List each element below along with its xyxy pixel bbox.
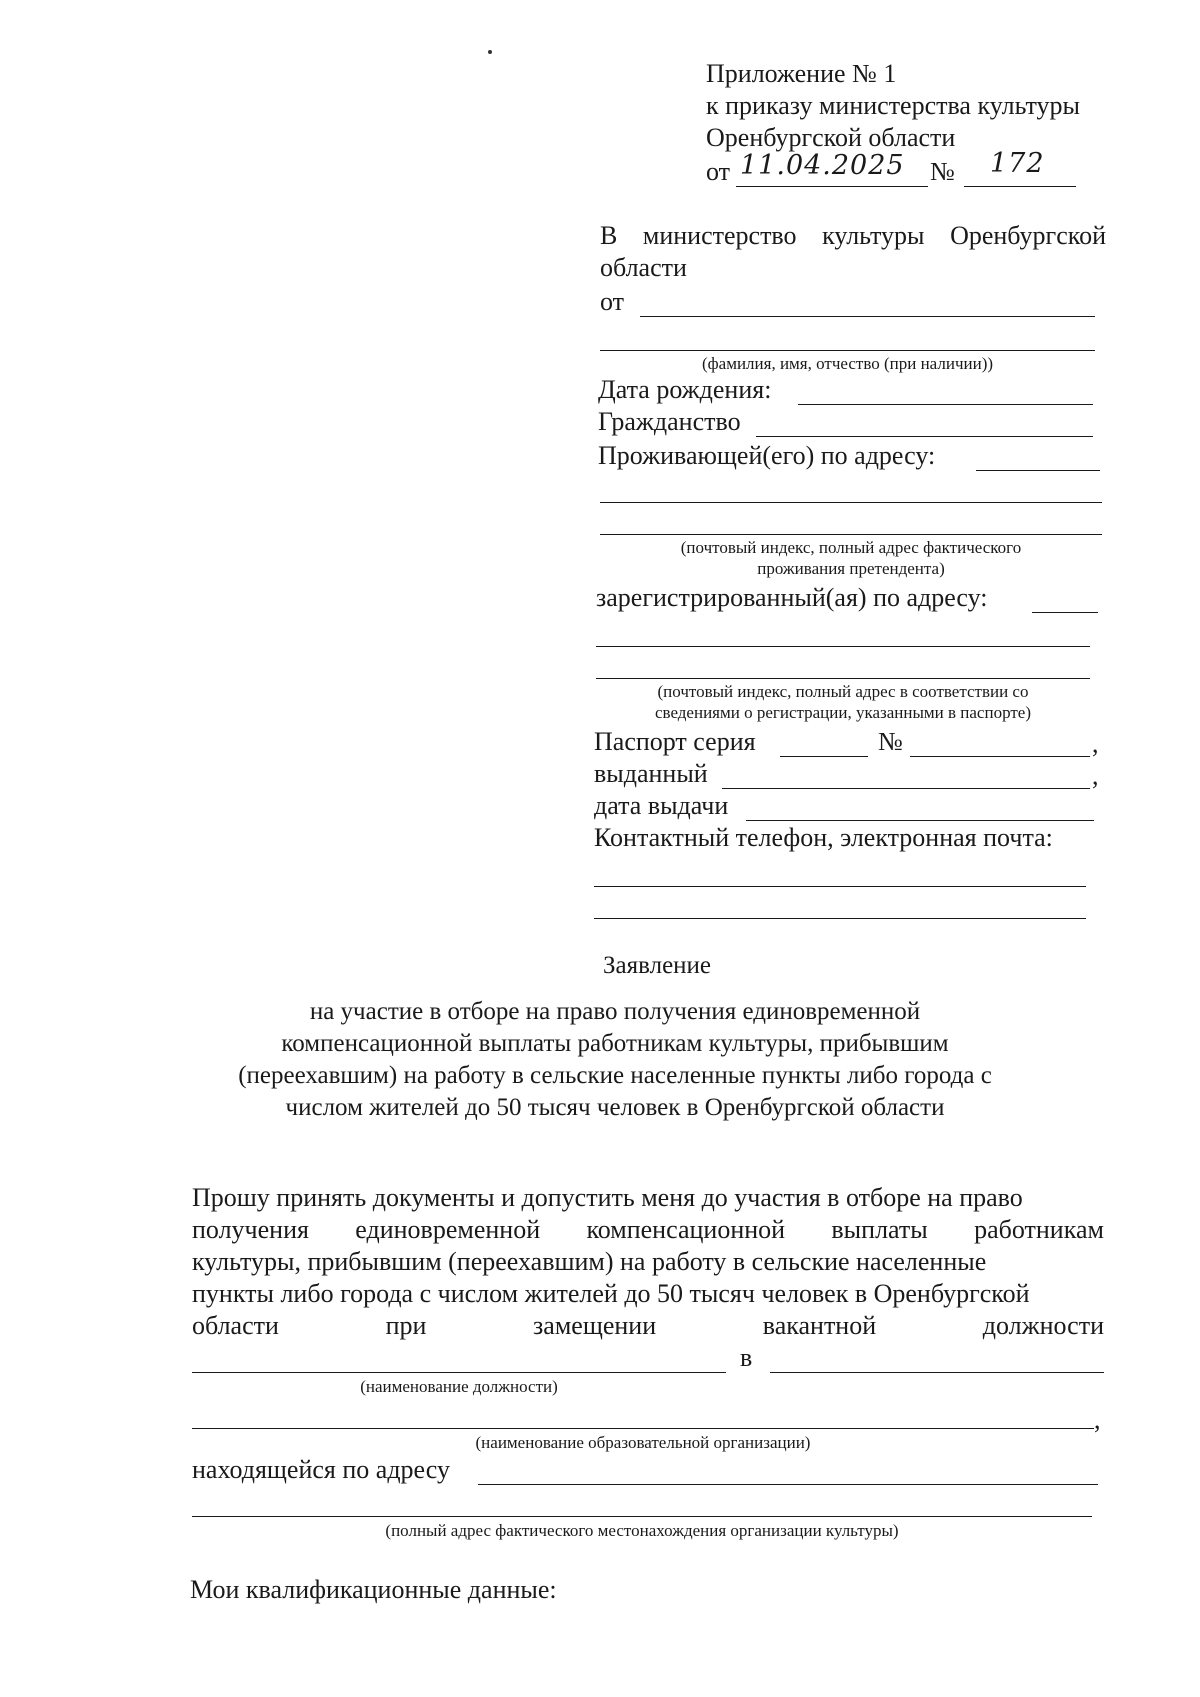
statement-subtitle-4: числом жителей до 50 тысяч человек в Оренбургской области — [285, 1094, 945, 1121]
recipient-ministry-line — [600, 220, 1106, 252]
statement-title: Заявление — [603, 952, 712, 979]
issued-label: выданный — [594, 759, 708, 788]
registered-label: зарегистрированный(ая) по адресу: — [596, 583, 988, 612]
org-address-line-1 — [478, 1484, 1098, 1485]
appendix-number-line — [964, 186, 1076, 187]
scan-speck — [488, 50, 492, 54]
residence-line-3 — [600, 534, 1102, 535]
statement-subtitle-3: (переехавшим) на работу в сельские населенные пункты либо города с — [238, 1062, 992, 1089]
passport-comma: , — [1092, 729, 1099, 758]
org-caption: (наименование образовательной организации) — [475, 1433, 811, 1452]
issue-date-label: дата выдачи — [594, 791, 729, 820]
residence-line-2 — [600, 502, 1102, 503]
appendix-number-handwritten: 172 — [990, 148, 1045, 179]
passport-number-line — [910, 756, 1090, 757]
registered-line-3 — [596, 678, 1090, 679]
org-address-line-2 — [192, 1516, 1092, 1517]
statement-subtitle-2: компенсационной выплаты работникам культуры, прибывшим — [281, 1030, 949, 1057]
residence-caption-1: (почтовый индекс, полный адрес фактического — [680, 538, 1022, 557]
appendix-region-line: Оренбургской области — [706, 123, 956, 152]
residence-line-1 — [976, 470, 1100, 471]
registered-caption-2: сведениями о регистрации, указанными в паспорте) — [654, 703, 1031, 722]
appendix-order-line: к приказу министерства культуры — [706, 91, 1080, 120]
org-address-label: находящейся по адресу — [192, 1455, 450, 1484]
body-line-1: Прошу принять документы и допустить меня до участия в отборе на право — [192, 1183, 1023, 1212]
from-label: от — [600, 287, 625, 316]
org-address-caption: (полный адрес фактического местонахождения организации культуры) — [385, 1521, 899, 1540]
org-line — [192, 1428, 1094, 1429]
fio-caption: (фамилия, имя, отчество (при наличии)) — [701, 354, 994, 373]
recipient-ministry-word: культуры — [822, 221, 925, 250]
birth-date-label: Дата рождения: — [598, 375, 772, 404]
residence-caption-2: проживания претендента) — [757, 559, 945, 578]
body-word: получения — [192, 1215, 309, 1244]
body-word: вакантной — [762, 1311, 877, 1340]
appendix-number-prefix: № — [930, 157, 955, 186]
appendix-date-line — [736, 186, 928, 187]
body-word: при — [385, 1311, 427, 1340]
position-caption: (наименование должности) — [360, 1377, 558, 1396]
in-word: в — [740, 1343, 753, 1372]
recipient-ministry-word: министерство — [642, 221, 797, 250]
appendix-title: Приложение № 1 — [706, 59, 897, 88]
body-line-5 — [192, 1310, 1104, 1342]
issued-comma: , — [1092, 761, 1099, 790]
citizenship-label: Гражданство — [598, 407, 741, 436]
fio-line — [600, 350, 1095, 351]
body-word: замещении — [533, 1311, 657, 1340]
body-word: должности — [982, 1311, 1104, 1340]
body-word: компенсационной — [586, 1215, 786, 1244]
passport-number-label: № — [878, 727, 903, 756]
recipient-region-line: области — [600, 253, 687, 282]
body-word: выплаты — [831, 1215, 928, 1244]
appendix-date-handwritten: 11.04.2025 — [740, 150, 905, 181]
registered-caption-1: (почтовый индекс, полный адрес в соответствии со — [657, 682, 1029, 701]
position-line — [192, 1372, 726, 1373]
recipient-ministry-word: Оренбургской — [950, 221, 1106, 250]
citizenship-line — [756, 436, 1093, 437]
body-line-2 — [192, 1214, 1104, 1246]
contact-line-1 — [594, 886, 1086, 887]
issue-date-line — [746, 820, 1094, 821]
body-word: работникам — [974, 1215, 1104, 1244]
recipient-ministry-word: В — [600, 221, 618, 250]
passport-series-label: Паспорт серия — [594, 727, 756, 756]
from-line — [640, 316, 1095, 317]
contact-line-2 — [594, 918, 1086, 919]
residence-label: Проживающей(его) по адресу: — [598, 441, 936, 470]
registered-line-2 — [596, 646, 1090, 647]
recipient-ministry-text — [600, 220, 1106, 252]
statement-subtitle-1: на участие в отборе на право получения единовременной — [309, 998, 921, 1025]
contact-label: Контактный телефон, электронная почта: — [594, 823, 1053, 852]
birth-date-line — [798, 404, 1093, 405]
registered-line-1 — [1032, 612, 1098, 613]
appendix-date-prefix: от — [706, 157, 731, 186]
body-word: области — [192, 1311, 279, 1340]
body-word: единовременной — [355, 1215, 541, 1244]
issued-line — [722, 788, 1090, 789]
body-line-3: культуры, прибывшим (переехавшим) на работу в сельские населенные — [192, 1247, 987, 1276]
position-org-line — [770, 1372, 1104, 1373]
passport-series-line — [780, 756, 868, 757]
org-comma: , — [1094, 1405, 1101, 1434]
body-line-4: пункты либо города с числом жителей до 50 тысяч человек в Оренбургской — [192, 1279, 1030, 1308]
qualification-label: Мои квалификационные данные: — [190, 1575, 557, 1604]
